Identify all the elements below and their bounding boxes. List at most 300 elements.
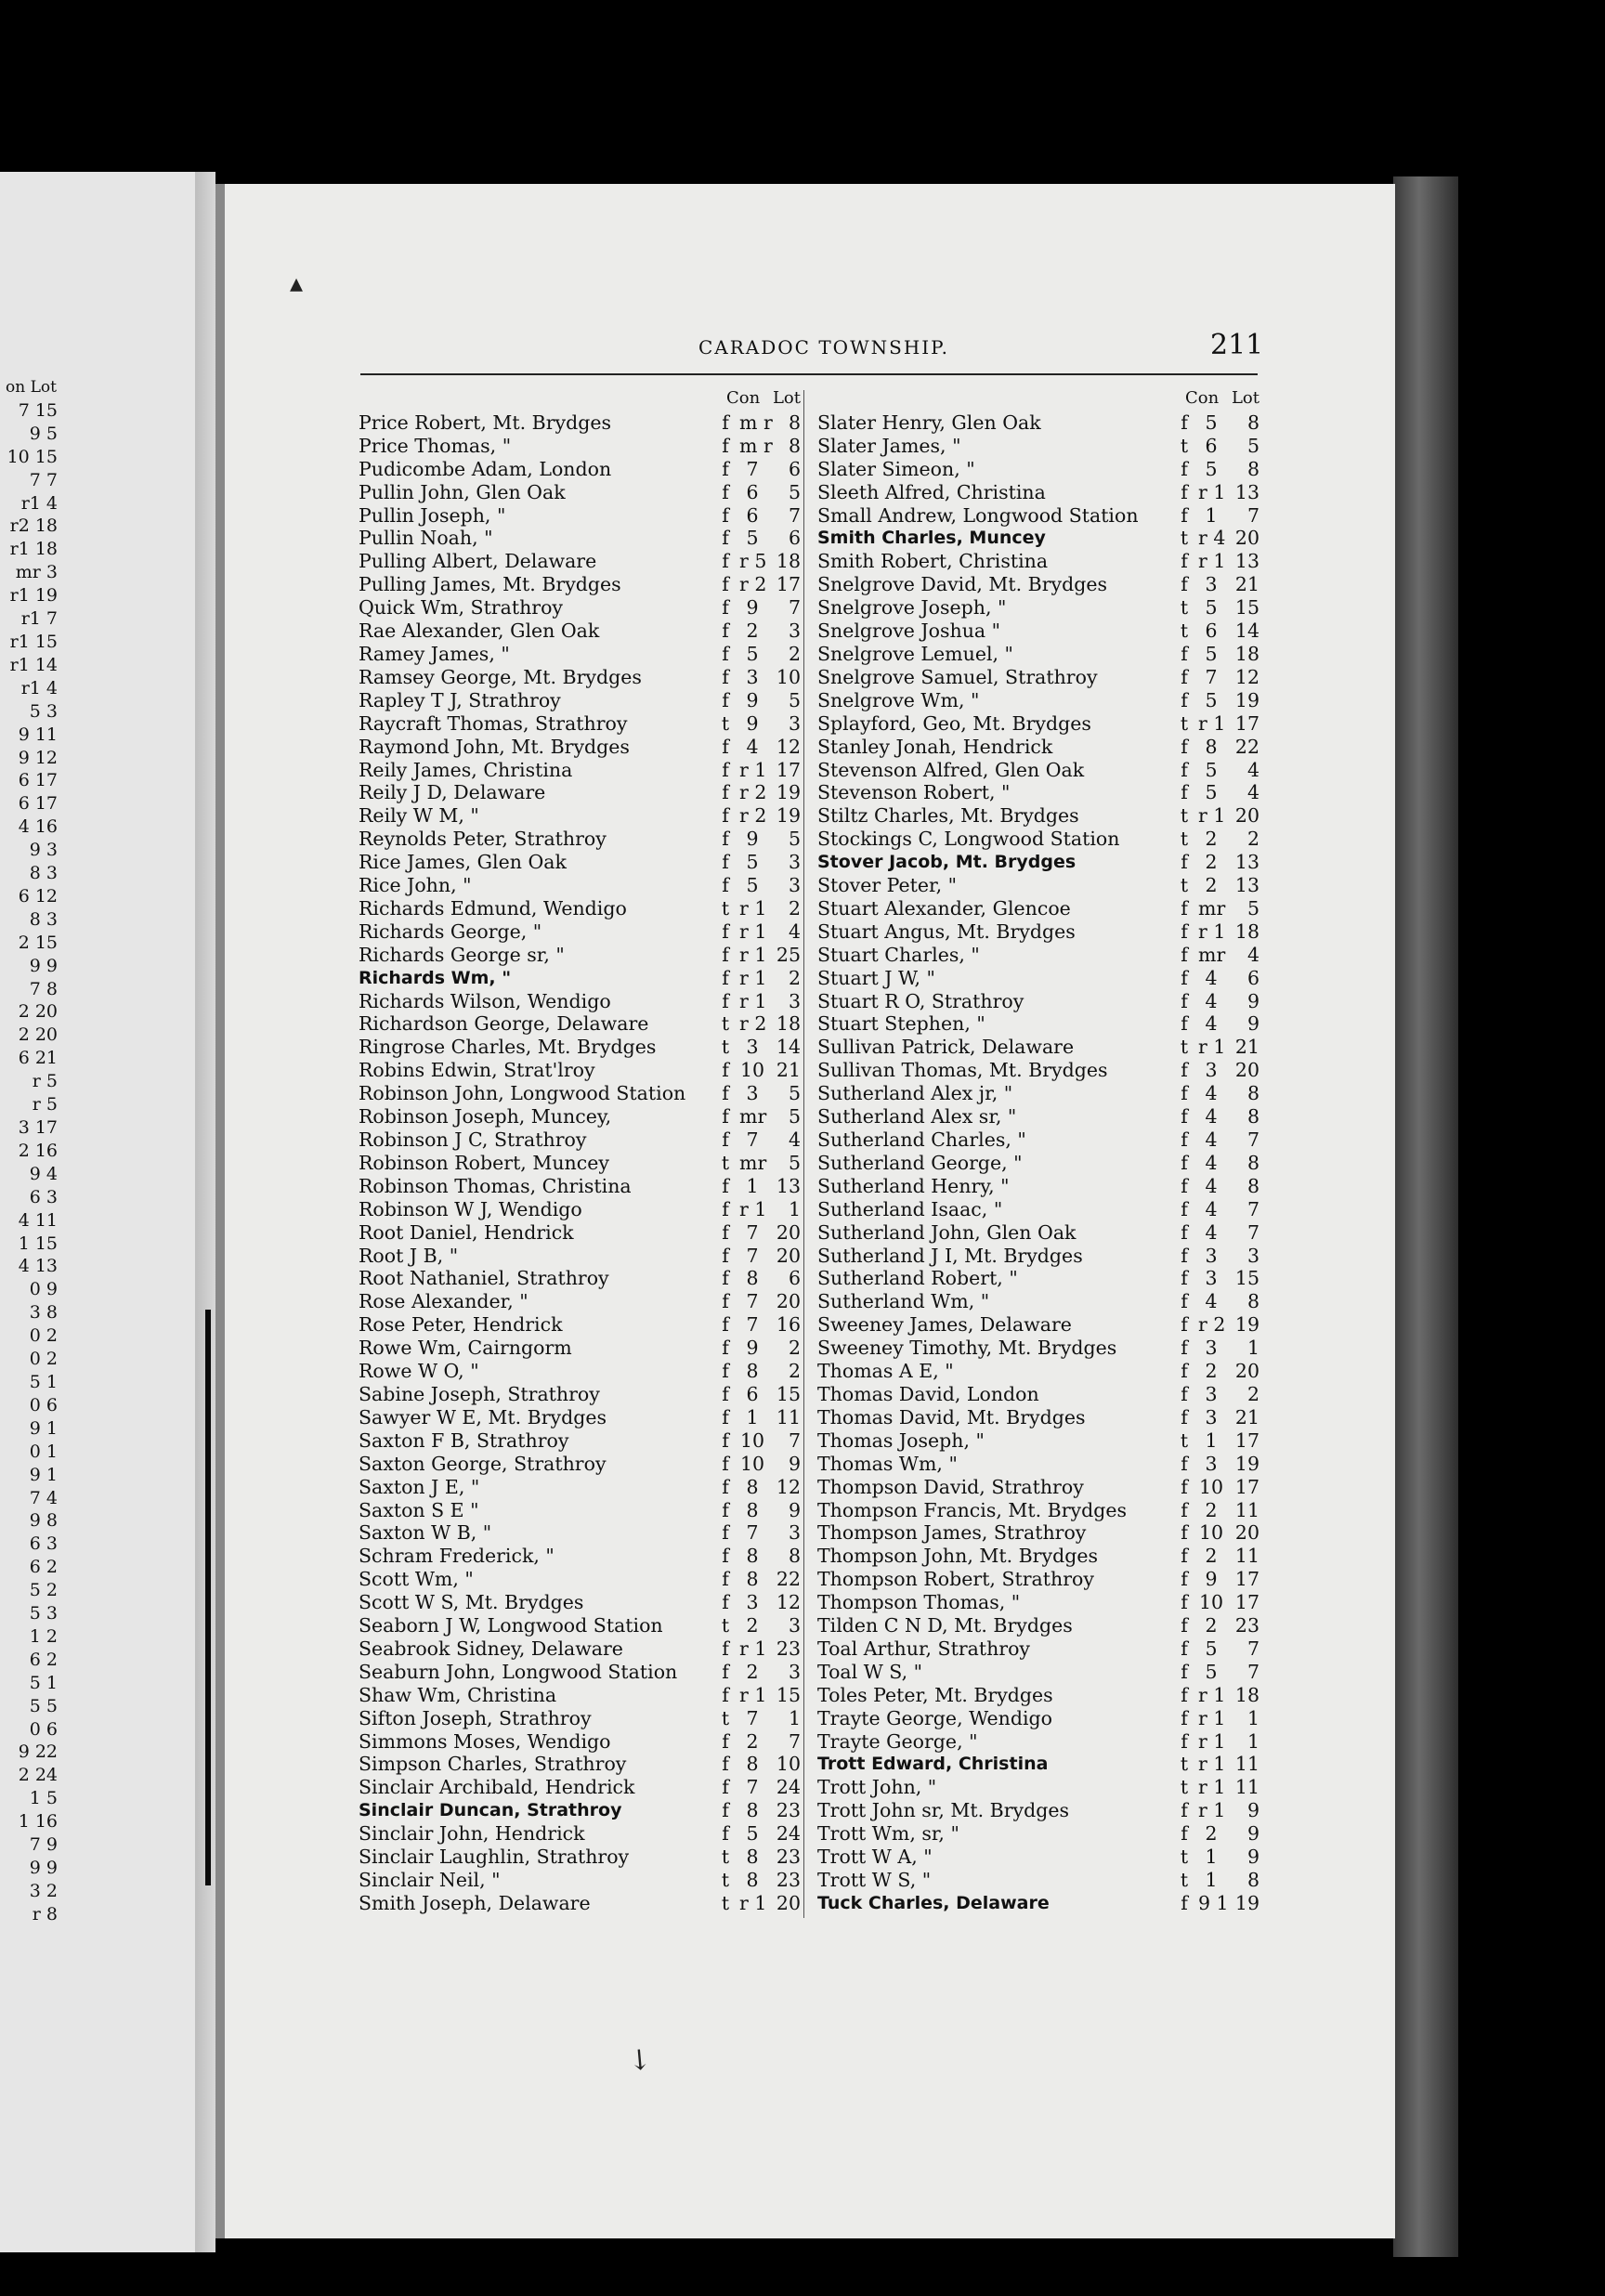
entry-name: Rose Alexander, " [359, 1290, 528, 1313]
directory-entry [817, 712, 1259, 736]
entry-concession: 6 [746, 503, 759, 527]
entry-status: f [1181, 1660, 1188, 1683]
entry-lot: 7 [1246, 1128, 1259, 1151]
entry-lot: 20 [776, 1290, 801, 1313]
entry-lot: 18 [776, 550, 801, 573]
entry-lot: 2 [1246, 1382, 1259, 1405]
entry-name: Sabine Joseph, Strathroy [359, 1382, 600, 1405]
entry-status: f [722, 1128, 729, 1151]
ink-spot-mark: ▴ [290, 267, 304, 298]
facing-page-entry: 5 3 [29, 700, 58, 722]
facing-page-entry: 9 1 [29, 1464, 58, 1485]
entry-concession: 9 [746, 828, 759, 851]
entry-status: t [1180, 434, 1189, 457]
facing-page-fragment [0, 376, 58, 1926]
entry-status: f [1181, 989, 1188, 1012]
entry-concession: 4 [746, 735, 759, 758]
entry-status: t [1180, 1846, 1189, 1869]
entry-concession: 5 [1205, 457, 1218, 480]
entry-status: f [722, 1683, 729, 1706]
directory-entry [359, 1591, 801, 1614]
entry-status: f [722, 642, 729, 665]
facing-page-entry: 5 1 [29, 1672, 58, 1693]
entry-status: f [722, 1197, 729, 1220]
entry-lot: 17 [1234, 1428, 1259, 1452]
facing-page-entry: 5 2 [29, 1580, 58, 1601]
entry-concession: 5 [1205, 596, 1218, 620]
directory-entry [359, 1360, 801, 1383]
entry-name: Sinclair John, Hendrick [359, 1822, 585, 1846]
entry-lot: 5 [1246, 896, 1259, 920]
directory-entry [817, 1152, 1259, 1175]
entry-concession: 2 [1205, 1498, 1218, 1521]
entry-status: f [1181, 1059, 1188, 1082]
directory-entry [817, 1429, 1259, 1453]
entry-status: f [1181, 1706, 1188, 1729]
entry-lot: 8 [788, 1545, 801, 1568]
entry-name: Snelgrove Joseph, " [817, 596, 1007, 620]
entry-concession: 5 [1205, 688, 1218, 711]
entry-lot: 22 [1234, 735, 1259, 758]
entry-concession: 1 [1205, 1428, 1218, 1452]
directory-entry [359, 1730, 801, 1754]
entry-concession: 3 [1205, 1337, 1218, 1360]
entry-concession: 3 [746, 1591, 759, 1614]
entry-name: Sweeney Timothy, Mt. Brydges [817, 1337, 1117, 1360]
entry-lot: 2 [788, 1360, 801, 1383]
entry-concession: r 1 [739, 758, 767, 781]
directory-entry [817, 1799, 1259, 1822]
entry-lot: 3 [788, 1521, 801, 1545]
entry-status: f [722, 1244, 729, 1267]
entry-concession: 4 [1205, 1197, 1218, 1220]
directory-entry [359, 1453, 801, 1476]
entry-status: f [1181, 758, 1188, 781]
header-rule [360, 373, 1258, 375]
entry-concession: 3 [1205, 1267, 1218, 1290]
directory-entry [817, 481, 1259, 504]
entry-name: Simmons Moses, Wendigo [359, 1729, 611, 1753]
facing-page-header: on Lot [6, 378, 57, 397]
entry-concession: 3 [1205, 1244, 1218, 1267]
directory-entry [359, 897, 801, 920]
entry-status: f [722, 1174, 729, 1197]
entry-concession: r 1 [739, 896, 767, 920]
entry-status: t [721, 1846, 730, 1869]
entry-concession: 8 [746, 1267, 759, 1290]
directory-entry [359, 1846, 801, 1869]
facing-page-entry: 9 5 [29, 423, 58, 444]
entry-status: f [1181, 1799, 1188, 1822]
entry-concession: 4 [1205, 989, 1218, 1012]
directory-entry [817, 1337, 1259, 1360]
entry-status: f [722, 434, 729, 457]
entry-name: Snelgrove David, Mt. Brydges [817, 573, 1107, 596]
entry-status: f [722, 1059, 729, 1082]
entry-name: Sutherland Henry, " [817, 1174, 1010, 1197]
entry-lot: 24 [776, 1822, 801, 1846]
directory-entry [817, 1822, 1259, 1846]
entry-status: f [1181, 457, 1188, 480]
entry-lot: 18 [776, 1012, 801, 1036]
directory-entry [817, 990, 1259, 1013]
entry-concession: 10 [739, 1428, 765, 1452]
column-divider [803, 390, 804, 1918]
entry-lot: 11 [1234, 1753, 1259, 1776]
entry-concession: m r [739, 411, 773, 434]
entry-concession: 7 [746, 1220, 759, 1244]
entry-lot: 5 [788, 1082, 801, 1105]
entry-name: Stuart Stephen, " [817, 1012, 985, 1036]
entry-name: Ringrose Charles, Mt. Brydges [359, 1036, 657, 1059]
entry-name: Ramsey George, Mt. Brydges [359, 665, 642, 688]
directory-entry [817, 1776, 1259, 1799]
facing-page-entry: 1 2 [29, 1625, 58, 1647]
entry-name: Slater Henry, Glen Oak [817, 411, 1041, 434]
entry-status: t [721, 896, 730, 920]
entry-status: f [1181, 1475, 1188, 1498]
facing-page-entry: 5 5 [29, 1695, 58, 1716]
directory-entry [359, 1406, 801, 1429]
facing-page-entry: 9 12 [18, 747, 58, 768]
directory-entry [817, 1175, 1259, 1198]
entry-lot: 5 [788, 480, 801, 503]
entry-concession: r 1 [1198, 480, 1226, 503]
page-number: 211 [1210, 329, 1264, 361]
entry-status: t [1180, 1036, 1189, 1059]
entry-name: Slater James, " [817, 434, 961, 457]
directory-entry [817, 1614, 1259, 1637]
entry-status: f [1181, 896, 1188, 920]
entry-name: Stevenson Alfred, Glen Oak [817, 758, 1085, 781]
entry-name: Smith Charles, Muncey [817, 528, 1046, 549]
directory-entry [817, 920, 1259, 944]
directory-entry [359, 1799, 801, 1822]
entry-name: Stanley Jonah, Hendrick [817, 735, 1053, 758]
directory-entry [817, 1730, 1259, 1754]
directory-entry [359, 759, 801, 782]
entry-lot: 12 [776, 735, 801, 758]
entry-lot: 8 [1246, 1151, 1259, 1174]
facing-page-entry: r 5 [32, 1071, 58, 1092]
entry-status: f [722, 966, 729, 989]
entry-status: f [722, 1382, 729, 1405]
entry-status: f [1181, 503, 1188, 527]
entry-name: Stuart Charles, " [817, 943, 980, 966]
directory-entry [817, 1521, 1259, 1545]
entry-status: f [722, 874, 729, 897]
entry-status: f [1181, 966, 1188, 989]
entry-status: t [721, 711, 730, 735]
entry-status: f [722, 1729, 729, 1753]
entry-lot: 11 [1234, 1776, 1259, 1799]
entry-name: Scott Wm, " [359, 1568, 474, 1591]
entry-concession: r 1 [1198, 1753, 1226, 1776]
entry-status: f [722, 1337, 729, 1360]
entry-lot: 8 [1246, 1105, 1259, 1128]
entry-name: Small Andrew, Longwood Station [817, 503, 1139, 527]
entry-concession: r 4 [1198, 527, 1226, 550]
entry-status: f [1181, 1521, 1188, 1545]
entry-status: f [722, 596, 729, 620]
entry-lot: 7 [788, 1428, 801, 1452]
entry-lot: 20 [1234, 1059, 1259, 1082]
entry-lot: 8 [788, 411, 801, 434]
entry-name: Price Robert, Mt. Brydges [359, 411, 611, 434]
entry-name: Trott W S, " [817, 1869, 932, 1891]
entry-concession: r 1 [739, 1891, 767, 1914]
entry-name: Thompson Robert, Strathroy [817, 1568, 1094, 1591]
entry-concession: 9 1 [1198, 1891, 1229, 1914]
entry-name: Rowe W O, " [359, 1360, 479, 1383]
entry-status: f [1181, 920, 1188, 943]
directory-entry [817, 1753, 1259, 1776]
entry-concession: 9 [746, 711, 759, 735]
entry-status: f [722, 1799, 729, 1822]
directory-entry [817, 1290, 1259, 1313]
entry-status: t [1180, 596, 1189, 620]
directory-entry [359, 1128, 801, 1152]
entry-lot: 11 [1234, 1545, 1259, 1568]
entry-lot: 17 [1234, 1568, 1259, 1591]
entry-lot: 13 [1234, 480, 1259, 503]
facing-page-entry: 6 2 [29, 1557, 58, 1578]
facing-page-entry: 7 9 [29, 1834, 58, 1856]
entry-lot: 18 [1234, 1683, 1259, 1706]
entry-name: Snelgrove Lemuel, " [817, 642, 1013, 665]
entry-concession: 3 [746, 1082, 759, 1105]
facing-page-entry: 3 8 [29, 1302, 58, 1324]
facing-page-entry: r1 18 [9, 539, 58, 560]
entry-lot: 8 [1246, 411, 1259, 434]
directory-entry [817, 620, 1259, 643]
entry-concession: 8 [746, 1498, 759, 1521]
entry-name: Pullin John, Glen Oak [359, 480, 566, 503]
directory-entry [817, 1637, 1259, 1661]
entry-concession: 8 [1205, 735, 1218, 758]
entry-concession: 4 [1205, 966, 1218, 989]
directory-entry [817, 1105, 1259, 1128]
entry-lot: 20 [1234, 1521, 1259, 1545]
entry-name: Sinclair Archibald, Hendrick [359, 1776, 635, 1799]
entry-name: Robinson Robert, Muncey [359, 1151, 609, 1174]
directory-entry [359, 967, 801, 990]
entry-name: Stiltz Charles, Mt. Brydges [817, 804, 1079, 828]
entry-concession: 6 [746, 480, 759, 503]
entry-lot: 2 [1246, 828, 1259, 851]
entry-name: Richards Wm, " [359, 967, 512, 988]
entry-lot: 13 [1234, 851, 1259, 874]
entry-name: Price Thomas, " [359, 434, 512, 457]
entry-concession: 2 [1205, 1545, 1218, 1568]
entry-status: f [722, 665, 729, 688]
entry-status: f [722, 1591, 729, 1614]
directory-entry [359, 527, 801, 550]
entry-concession: 2 [746, 1729, 759, 1753]
entry-status: f [1181, 480, 1188, 503]
entry-concession: 10 [739, 1452, 765, 1475]
entry-name: Thomas David, Mt. Brydges [817, 1405, 1086, 1428]
entry-lot: 17 [776, 573, 801, 596]
entry-status: f [722, 503, 729, 527]
facing-page-entry: 2 16 [18, 1140, 58, 1161]
entry-name: Tilden C N D, Mt. Brydges [817, 1614, 1073, 1637]
entry-lot: 8 [1246, 1174, 1259, 1197]
directory-entry [817, 504, 1259, 528]
entry-name: Toal Arthur, Strathroy [817, 1637, 1031, 1660]
directory-entry [359, 990, 801, 1013]
entry-lot: 3 [1246, 1244, 1259, 1267]
entry-lot: 4 [788, 1128, 801, 1151]
entry-status: f [722, 1360, 729, 1383]
entry-lot: 2 [788, 966, 801, 989]
entry-status: f [1181, 1174, 1188, 1197]
entry-name: Root Nathaniel, Strathroy [359, 1267, 609, 1290]
entry-concession: 8 [746, 1846, 759, 1869]
entry-name: Schram Frederick, " [359, 1545, 555, 1568]
directory-entry [817, 851, 1259, 874]
directory-entry [817, 1406, 1259, 1429]
entry-concession: 3 [1205, 1452, 1218, 1475]
entry-lot: 3 [788, 851, 801, 874]
entry-name: Sullivan Patrick, Delaware [817, 1036, 1075, 1059]
entry-name: Pullin Joseph, " [359, 503, 506, 527]
entry-concession: 9 [746, 596, 759, 620]
running-head: CARADOC TOWNSHIP. [698, 336, 949, 359]
page-gutter [215, 184, 225, 2238]
directory-entry [817, 1892, 1259, 1915]
directory-entry [817, 1661, 1259, 1684]
entry-status: f [722, 1267, 729, 1290]
entry-lot: 17 [1234, 1475, 1259, 1498]
entry-name: Rice James, Glen Oak [359, 851, 567, 874]
facing-page-entry: r1 7 [20, 608, 58, 630]
directory-entry [817, 1684, 1259, 1707]
facing-page-entry: 1 15 [18, 1233, 58, 1254]
directory-entry [359, 504, 801, 528]
entry-lot: 10 [776, 665, 801, 688]
entry-lot: 8 [1246, 457, 1259, 480]
facing-page-entry: r 8 [32, 1903, 58, 1924]
con-header: Con [1185, 388, 1220, 408]
entry-concession: r 1 [1198, 1683, 1226, 1706]
entry-concession: 8 [746, 1475, 759, 1498]
facing-page-entry: r1 15 [9, 631, 58, 652]
directory-entry [359, 1614, 801, 1637]
facing-page-entry: 9 1 [29, 1417, 58, 1439]
entry-status: f [722, 1776, 729, 1799]
entry-lot: 14 [1234, 620, 1259, 643]
entry-lot: 15 [1234, 1267, 1259, 1290]
entry-lot: 6 [788, 457, 801, 480]
con-header: Con [726, 388, 761, 408]
entry-status: f [1181, 1545, 1188, 1568]
directory-entry [817, 897, 1259, 920]
directory-entry [817, 759, 1259, 782]
entry-name: Rapley T J, Strathroy [359, 688, 561, 711]
facing-page-entry: 6 12 [18, 885, 58, 907]
entry-name: Trott Wm, sr, " [817, 1822, 959, 1846]
entry-name: Thompson Thomas, " [817, 1591, 1021, 1614]
entry-lot: 17 [776, 758, 801, 781]
entry-concession: mr [739, 1151, 767, 1174]
entry-name: Stuart Angus, Mt. Brydges [817, 920, 1076, 943]
entry-lot: 18 [1234, 920, 1259, 943]
entry-lot: 9 [788, 1452, 801, 1475]
entry-lot: 21 [1234, 573, 1259, 596]
entry-lot: 19 [1234, 688, 1259, 711]
entry-concession: r 2 [739, 804, 767, 828]
entry-status: f [722, 411, 729, 434]
entry-concession: 8 [746, 1799, 759, 1822]
entry-concession: 7 [1205, 665, 1218, 688]
lot-header: Lot [1231, 388, 1259, 408]
entry-lot: 14 [776, 1036, 801, 1059]
entry-lot: 17 [1234, 711, 1259, 735]
entry-concession: 5 [746, 874, 759, 897]
entry-name: Thomas Joseph, " [817, 1428, 985, 1452]
directory-entry [359, 1499, 801, 1522]
entry-name: Seaborn J W, Longwood Station [359, 1614, 663, 1637]
entry-concession: r 1 [739, 1637, 767, 1660]
entry-name: Reily James, Christina [359, 758, 573, 781]
entry-lot: 24 [776, 1776, 801, 1799]
directory-entry [817, 435, 1259, 458]
entry-lot: 21 [1234, 1405, 1259, 1428]
entry-status: f [722, 1753, 729, 1776]
entry-lot: 7 [788, 1729, 801, 1753]
facing-page-entry: r1 19 [9, 585, 58, 607]
entry-lot: 1 [1246, 1729, 1259, 1753]
entry-status: t [1180, 1753, 1189, 1776]
entry-name: Sutherland Isaac, " [817, 1197, 1003, 1220]
entry-concession: 7 [746, 457, 759, 480]
entry-lot: 6 [788, 1267, 801, 1290]
directory-entry [359, 550, 801, 573]
entry-status: f [1181, 1151, 1188, 1174]
entry-lot: 1 [1246, 1706, 1259, 1729]
facing-page-entry: mr 3 [15, 562, 58, 583]
directory-entry [359, 1637, 801, 1661]
entry-name: Stevenson Robert, " [817, 781, 1011, 804]
entry-concession: 4 [1205, 1105, 1218, 1128]
directory-entry [359, 1383, 801, 1406]
entry-lot: 3 [788, 711, 801, 735]
entry-name: Toles Peter, Mt. Brydges [817, 1683, 1053, 1706]
directory-entry [359, 458, 801, 481]
entry-lot: 5 [788, 1105, 801, 1128]
entry-name: Rowe Wm, Cairngorm [359, 1337, 572, 1360]
entry-name: Sutherland Robert, " [817, 1267, 1018, 1290]
entry-concession: 2 [1205, 874, 1218, 897]
directory-entry [359, 411, 801, 435]
entry-lot: 4 [1246, 781, 1259, 804]
entry-name: Sutherland George, " [817, 1151, 1023, 1174]
facing-page-entry: 4 11 [18, 1209, 58, 1231]
entry-lot: 7 [1246, 1220, 1259, 1244]
directory-entry [817, 550, 1259, 573]
directory-entry [817, 1036, 1259, 1059]
entry-name: Saxton W B, " [359, 1521, 492, 1545]
entry-name: Saxton F B, Strathroy [359, 1428, 569, 1452]
entry-concession: 7 [746, 1290, 759, 1313]
directory-entry [359, 1198, 801, 1221]
directory-entry [817, 1591, 1259, 1614]
entry-status: f [1181, 851, 1188, 874]
entry-name: Snelgrove Wm, " [817, 688, 980, 711]
entry-status: f [1181, 688, 1188, 711]
directory-entry [359, 1152, 801, 1175]
